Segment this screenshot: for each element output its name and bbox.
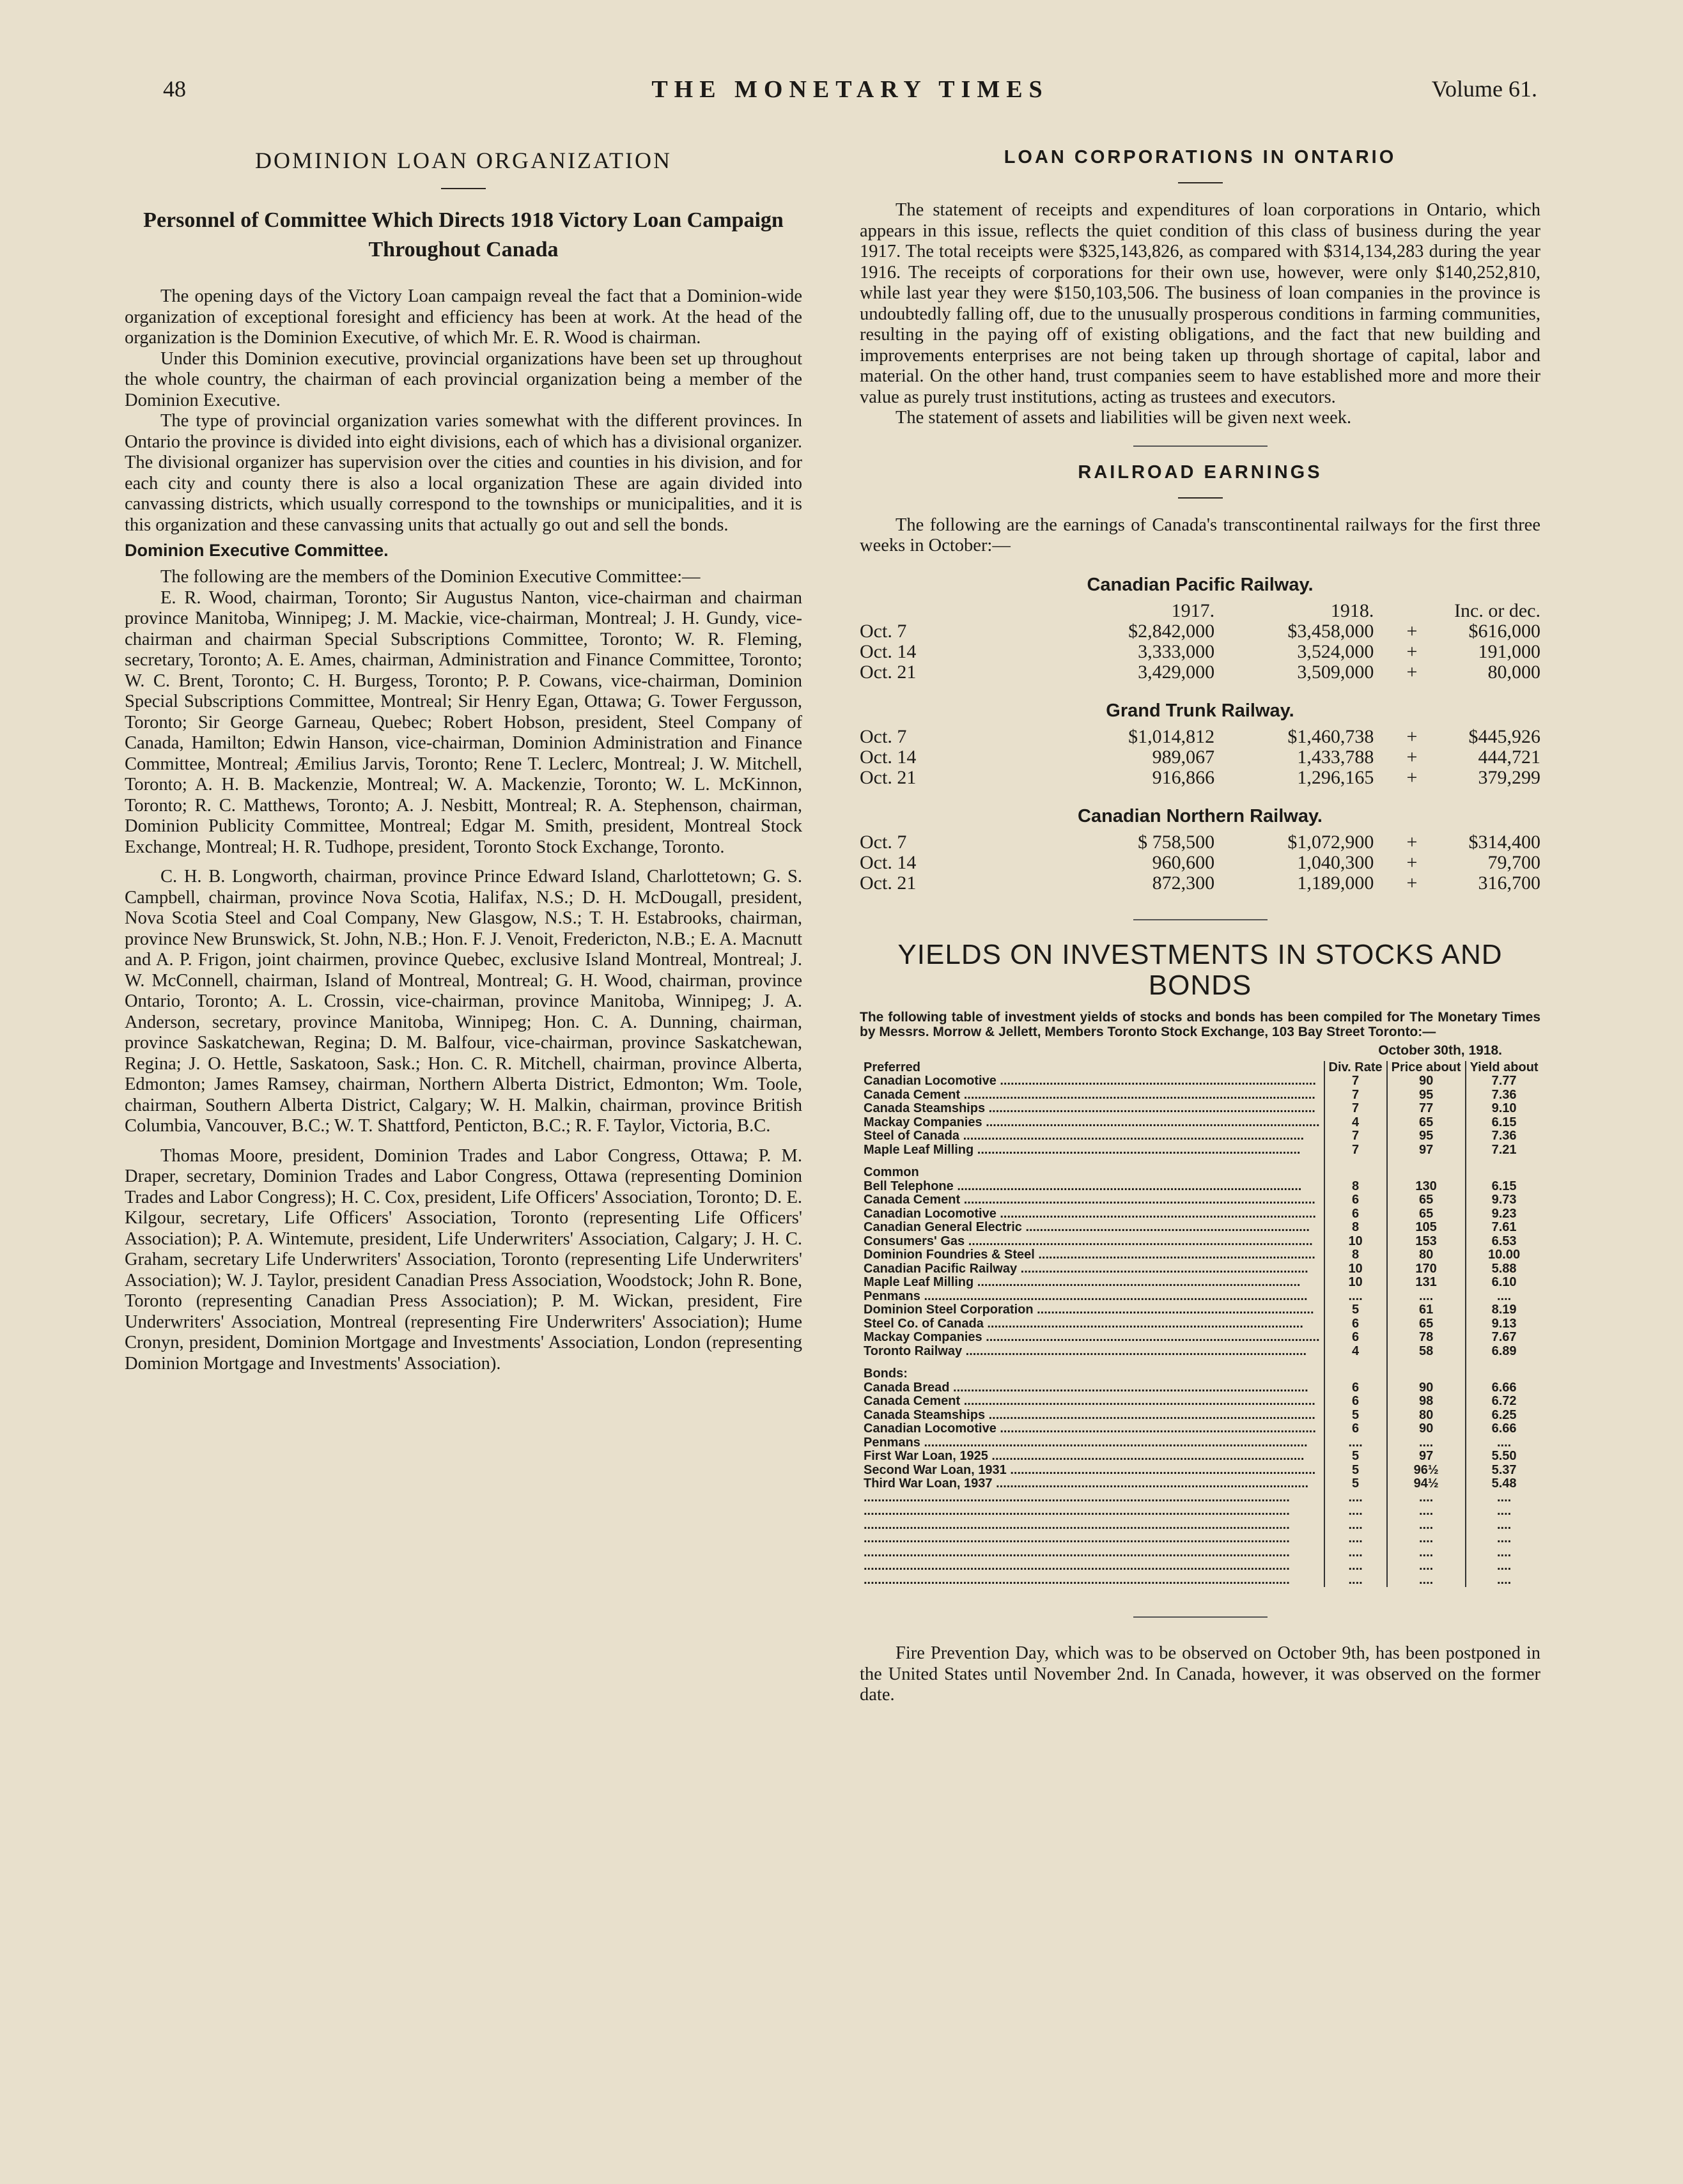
paragraph: Fire Prevention Day, which was to be observed on October 9th, has been postponed in the United States until November 2nd. In Canada, however, it was observed on the former date. (860, 1643, 1540, 1705)
empty-cell (1387, 1358, 1466, 1381)
table-row (860, 662, 1540, 683)
group-label: Bonds: (864, 1367, 908, 1381)
security-name: Toronto Railway ................................................................................................ (864, 1344, 1307, 1358)
table-row (860, 727, 1540, 747)
price-cell: 95 (1387, 1088, 1466, 1103)
masthead: THE MONETARY TIMES (651, 76, 1049, 103)
date-cell: Oct. 14 (860, 851, 917, 873)
table-row (860, 1560, 1542, 1574)
price-cell: 97 (1387, 1143, 1466, 1158)
price-cell: .... (1387, 1491, 1466, 1505)
div-rate-cell: 8 (1324, 1221, 1387, 1235)
table-row (860, 1422, 1542, 1436)
price-cell: 153 (1387, 1235, 1466, 1249)
date-cell: Oct. 14 (860, 640, 917, 662)
div-rate-cell: 8 (1324, 1180, 1387, 1194)
price-cell: 105 (1387, 1221, 1466, 1235)
paragraph: The statement of receipts and expenditures of loan corporations in Ontario, which appears in this issue, reflects the quiet condition of this class of business during the year 1917. The total receipts were $325,143,826, as compared with $314,134,283 during the year 1916. The receipts of corporations for their own use, however, were only $140,252,810, while last year they were $150,103,506. The business of loan companies in the province is undoubtedly falling off, due to the unusually prosperous conditions in farming communities, resulting in the paying off of existing obligations, and the fact that new building and improvements enterprises are not being taken up through shortage of capital, labor and material. On the other hand, trust companies seem to have established more and more their value as purely trust institutions, acting as trustees and executors. (860, 200, 1540, 407)
table-row (860, 747, 1540, 768)
value-cell: $1,072,900 (1287, 831, 1374, 853)
security-name: Canadian Pacific Railway ................................................................................. (864, 1262, 1308, 1276)
table-row (860, 1116, 1542, 1130)
security-name: ........................................................................................................................ (864, 1518, 1290, 1532)
page-header (163, 75, 1537, 114)
section-divider (1133, 1616, 1268, 1618)
value-cell: 960,600 (1152, 851, 1215, 873)
table-date: October 30th, 1918. (1378, 1042, 1502, 1058)
sign-cell: + (1406, 766, 1418, 788)
article-subhead: Personnel of Committee Which Directs 1918 Victory Loan Campaign Throughout Canada (143, 208, 784, 261)
empty-cell (1466, 1157, 1542, 1180)
sign-cell: + (1406, 851, 1418, 873)
value-cell: 1,189,000 (1297, 872, 1374, 894)
price-cell: 90 (1387, 1422, 1466, 1436)
div-rate-cell: 6 (1324, 1193, 1387, 1207)
yield-cell: 6.25 (1466, 1409, 1542, 1423)
sign-cell: + (1406, 831, 1418, 853)
table-row (860, 1143, 1542, 1158)
price-cell: 61 (1387, 1303, 1466, 1317)
sign-cell: + (1406, 725, 1418, 747)
railway-name: Canadian Northern Railway. (1078, 805, 1322, 826)
price-cell: 65 (1387, 1207, 1466, 1221)
yield-cell: .... (1466, 1574, 1542, 1588)
value-cell: 1,040,300 (1297, 851, 1374, 873)
table-row (860, 1436, 1542, 1450)
security-name: ........................................................................................................................ (864, 1532, 1290, 1545)
div-rate-cell: 8 (1324, 1248, 1387, 1262)
value-cell: $314,400 (1468, 831, 1540, 853)
value-cell: 316,700 (1478, 872, 1540, 894)
yield-cell: 6.89 (1466, 1345, 1542, 1359)
yield-cell: 7.36 (1466, 1088, 1542, 1103)
security-name: Penmans ............................................................................................................ (864, 1289, 1308, 1303)
price-cell: 80 (1387, 1409, 1466, 1423)
price-cell: .... (1387, 1505, 1466, 1519)
empty-cell (1466, 1358, 1542, 1381)
div-rate-cell: .... (1324, 1574, 1387, 1588)
yield-cell: 6.53 (1466, 1235, 1542, 1249)
section-divider (1133, 919, 1268, 920)
security-name: Canada Steamships ............................................................................................ (864, 1102, 1315, 1115)
volume-label: Volume 61. (1431, 76, 1537, 102)
div-rate-cell: 6 (1324, 1381, 1387, 1395)
price-cell: 170 (1387, 1262, 1466, 1276)
yield-cell: 5.50 (1466, 1450, 1542, 1464)
table-row (860, 1276, 1542, 1290)
security-name: ........................................................................................................................ (864, 1573, 1290, 1587)
yields-table (860, 1061, 1542, 1588)
security-name: Maple Leaf Milling ........................................................................................... (864, 1143, 1301, 1157)
security-name: Canadian Locomotive ......................................................................................... (864, 1422, 1316, 1436)
right-column (860, 141, 1540, 1706)
div-rate-cell: 5 (1324, 1303, 1387, 1317)
value-cell: $ 758,500 (1138, 831, 1215, 853)
date-cell: Oct. 7 (860, 831, 907, 853)
empty-cell (1387, 1157, 1466, 1180)
group-header-row (860, 1157, 1542, 1180)
date-cell: Oct. 21 (860, 872, 917, 894)
value-cell: 3,524,000 (1297, 640, 1374, 662)
date-cell: Oct. 7 (860, 725, 907, 747)
value-cell: 1,296,165 (1297, 766, 1374, 788)
table-row (860, 1235, 1542, 1249)
table-row (860, 1464, 1542, 1478)
yield-cell: 5.37 (1466, 1464, 1542, 1478)
table-row (860, 1574, 1542, 1588)
security-name: Steel Co. of Canada ......................................................................................... (864, 1317, 1303, 1331)
column-header: Div. Rate (1324, 1061, 1387, 1075)
page-number: 48 (163, 76, 186, 102)
security-name: Canada Cement ................................................................................................... (864, 1395, 1315, 1408)
table-intro: The following table of investment yields of stocks and bonds has been compiled for The Monetary Times by Messrs. Morrow & Jellett, Members Toronto Stock Exchange, 103 Bay Street Toronto:— (860, 1009, 1540, 1039)
group-header-row (860, 1358, 1542, 1381)
price-cell: .... (1387, 1532, 1466, 1546)
value-cell: 872,300 (1152, 872, 1215, 894)
price-cell: .... (1387, 1436, 1466, 1450)
yield-cell: 6.66 (1466, 1381, 1542, 1395)
value-cell: 444,721 (1478, 746, 1540, 768)
price-cell: 98 (1387, 1395, 1466, 1409)
table-row (860, 1491, 1542, 1505)
yield-cell: 5.48 (1466, 1477, 1542, 1491)
section-heading: Dominion Executive Committee. (125, 541, 389, 560)
sign-cell: + (1406, 661, 1418, 683)
security-name: Mackay Companies .............................................................................................. (864, 1331, 1320, 1344)
date-cell: Oct. 7 (860, 620, 907, 642)
article-title: DOMINION LOAN ORGANIZATION (255, 148, 672, 173)
table-row (860, 621, 1540, 642)
yield-cell: 7.36 (1466, 1129, 1542, 1143)
yield-cell: 5.88 (1466, 1262, 1542, 1276)
section-divider (1133, 445, 1268, 447)
railway-name: Grand Trunk Railway. (1106, 700, 1294, 721)
railway-table (860, 727, 1540, 788)
table-row (860, 1088, 1542, 1103)
price-cell: 130 (1387, 1180, 1466, 1194)
div-rate-cell: .... (1324, 1532, 1387, 1546)
yield-cell: .... (1466, 1532, 1542, 1546)
security-name: Third War Loan, 1937 ........................................................................................ (864, 1477, 1309, 1491)
table-row (860, 1290, 1542, 1304)
table-row (860, 1519, 1542, 1533)
paragraph: The following are the members of the Dominion Executive Committee:— (160, 567, 701, 587)
table-row (860, 1303, 1542, 1317)
article-title: YIELDS ON INVESTMENTS IN STOCKS AND BONDS (897, 938, 1503, 1001)
table-row (860, 1477, 1542, 1491)
table-row (860, 1395, 1542, 1409)
div-rate-cell: 6 (1324, 1422, 1387, 1436)
date-cell: Oct. 21 (860, 766, 917, 788)
yield-cell: 7.21 (1466, 1143, 1542, 1158)
div-rate-cell: .... (1324, 1546, 1387, 1560)
security-name: ........................................................................................................................ (864, 1560, 1290, 1573)
div-rate-cell: 10 (1324, 1276, 1387, 1290)
security-name: Dominion Steel Corporation .............................................................................. (864, 1303, 1314, 1317)
div-rate-cell: 7 (1324, 1102, 1387, 1116)
security-name: Canadian Locomotive ......................................................................................... (864, 1074, 1316, 1088)
railway-table (860, 601, 1540, 683)
table-row (860, 1221, 1542, 1235)
table-row (860, 1331, 1542, 1345)
table-row (860, 1248, 1542, 1262)
price-cell: 80 (1387, 1248, 1466, 1262)
price-cell: .... (1387, 1519, 1466, 1533)
table-row (860, 832, 1540, 853)
price-cell: 95 (1387, 1129, 1466, 1143)
price-cell: 90 (1387, 1074, 1466, 1088)
price-cell: .... (1387, 1290, 1466, 1304)
div-rate-cell: 5 (1324, 1409, 1387, 1423)
yield-cell: 7.67 (1466, 1331, 1542, 1345)
price-cell: 94½ (1387, 1477, 1466, 1491)
title-rule (441, 188, 486, 189)
paragraph: E. R. Wood, chairman, Toronto; Sir Augustus Nanton, vice-chairman and chairman province Manitoba, Winnipeg; J. M. Mackie, vice-chairman, Montreal; J. H. Gundy, vice-chairman and chairman Special Subscriptions Committee, Toronto; W. R. Fleming, secretary, Toronto; A. E. Ames, chairman, Administration and Finance Committee, Toronto; W. C. Brent, Toronto; C. H. Burgess, Toronto; P. P. Cowans, vice-chairman, Dominion Special Subscriptions Committee, Montreal; Sir Henry Egan, Ottawa; G. Tower Fergusson, Toronto; Sir George Garneau, Quebec; Robert Hobson, president, Steel Company of Canada, Hamilton; Edwin Hanson, vice-chairman, Dominion Administration and Finance Committee, Montreal; Æmilius Jarvis, Toronto; Rene T. Leclerc, Montreal; J. W. Mitchell, Toronto; A. H. B. Mackenzie, Montreal; W. A. Mackenzie, Toronto; W. L. McKinnon, Toronto; R. C. Matthews, Toronto; A. J. Nesbitt, Montreal; R. A. Stephenson, chairman, Dominion Publicity Committee, Montreal; Edgar M. Smith, president, Montreal Stock Exchange, Montreal; H. R. Tudhope, president, Toronto Stock Exchange, Toronto. (125, 587, 802, 857)
yield-cell: 6.72 (1466, 1395, 1542, 1409)
value-cell: $3,458,000 (1287, 620, 1374, 642)
table-row (860, 1505, 1542, 1519)
yield-cell: 9.13 (1466, 1317, 1542, 1331)
security-name: Consumers' Gas ................................................................................................. (864, 1234, 1313, 1248)
table-row (860, 1317, 1542, 1331)
table-row (860, 1532, 1542, 1546)
value-cell: 3,333,000 (1138, 640, 1215, 662)
yield-cell: .... (1466, 1290, 1542, 1304)
yield-cell: 9.10 (1466, 1102, 1542, 1116)
price-cell: 97 (1387, 1450, 1466, 1464)
value-cell: $1,460,738 (1287, 725, 1374, 747)
date-cell: Oct. 21 (860, 661, 917, 683)
price-cell: 77 (1387, 1102, 1466, 1116)
div-rate-cell: .... (1324, 1519, 1387, 1533)
date-cell: Oct. 14 (860, 746, 917, 768)
sign-cell: + (1406, 640, 1418, 662)
div-rate-cell: 6 (1324, 1317, 1387, 1331)
yield-cell: 9.73 (1466, 1193, 1542, 1207)
security-name: Canada Cement ................................................................................................... (864, 1088, 1315, 1102)
security-name: Canadian General Electric ................................................................................ (864, 1221, 1310, 1234)
table-row (860, 1102, 1542, 1116)
security-name: Penmans ............................................................................................................ (864, 1436, 1308, 1450)
left-column (125, 141, 802, 1374)
yield-cell: 6.15 (1466, 1116, 1542, 1130)
value-cell: 379,299 (1478, 766, 1540, 788)
div-rate-cell: 6 (1324, 1331, 1387, 1345)
value-cell: $616,000 (1468, 620, 1540, 642)
security-name: Bell Telephone ................................................................................................. (864, 1179, 1302, 1193)
div-rate-cell: 10 (1324, 1262, 1387, 1276)
div-rate-cell: .... (1324, 1290, 1387, 1304)
price-cell: 58 (1387, 1345, 1466, 1359)
div-rate-cell: .... (1324, 1505, 1387, 1519)
value-cell: 79,700 (1487, 851, 1540, 873)
table-row (860, 642, 1540, 662)
column-header: 1917. (1171, 600, 1215, 621)
railway-table (860, 832, 1540, 894)
title-rule (1178, 497, 1223, 499)
paragraph: Thomas Moore, president, Dominion Trades and Labor Congress, Ottawa; P. M. Draper, secretary, Dominion Trades and Labor Congress, Ottawa (representing Dominion Trades and Labor Congress); H. C. Cox, president, Life Officers' Association, Toronto; D. E. Kilgour, secretary, Life Officers' Association, Toronto (representing Life Officers' Association); P. A. Wintemute, president, Life Underwriters' Association, Calgary; J. H. C. Graham, secretary Life Underwriters' Association, Toronto (representing Life Underwriters' Association); W. J. Taylor, president Canadian Press Association, Woodstock; John R. Bone, Toronto (representing Canadian Press Association); P. M. Wickan, president, Fire Underwriters' Association, Montreal (representing Fire Underwriters' Association); Hume Cronyn, president, Dominion Mortgage and Investments' Association, London (representing Dominion Mortgage and Investments' Association). (125, 1145, 802, 1374)
value-cell: 3,509,000 (1297, 661, 1374, 683)
table-row (860, 1345, 1542, 1359)
paragraph: C. H. B. Longworth, chairman, province Prince Edward Island, Charlottetown; G. S. Campbell, chairman, province Nova Scotia, Halifax, N.S.; D. H. McDougall, president, Nova Scotia Steel and Coal Company, New Glasgow, N.S.; T. H. Estabrooks, chairman, province New Brunswick, St. John, N.B.; Hon. F. J. Venoit, Fredericton, N.B.; E. A. Macnutt and A. P. Frigon, joint chairmen, province Quebec, exclusive Island Montreal, Montreal; J. W. McConnell, chairman, Island of Montreal, Montreal; G. H. Wood, chairman, province Ontario, Toronto; A. L. Crossin, vice-chairman, province Manitoba, Winnipeg; J. A. Anderson, secretary, province Manitoba, Winnipeg; Hon. C. A. Dunning, chairman, province Saskatchewan, Regina; D. M. Balfour, vice-chairman, province Saskatchewan, Regina; J. O. Hettle, Saskatoon, Sask.; Hon. C. R. Mitchell, chairman, province Alberta, Edmonton; James Ramsey, chairman, Northern Alberta District, Edmonton; Wm. Toole, chairman, Southern Alberta District, Calgary; W. H. Malkin, chairman, province British Columbia, Vancouver, B.C.; W. T. Shattford, Penticton, B.C.; R. F. Taylor, Victoria, B.C. (125, 867, 802, 1136)
value-cell: $445,926 (1468, 725, 1540, 747)
table-header-row (860, 1061, 1542, 1075)
yield-cell: 6.66 (1466, 1422, 1542, 1436)
group-label: Common (864, 1165, 919, 1179)
yield-cell: 7.61 (1466, 1221, 1542, 1235)
price-cell: 96½ (1387, 1464, 1466, 1478)
value-cell: 3,429,000 (1138, 661, 1215, 683)
security-name: First War Loan, 1925 ........................................................................................ (864, 1450, 1305, 1463)
div-rate-cell: 4 (1324, 1345, 1387, 1359)
div-rate-cell: 7 (1324, 1088, 1387, 1103)
paragraph: The statement of assets and liabilities will be given next week. (896, 408, 1352, 428)
div-rate-cell: 5 (1324, 1464, 1387, 1478)
price-cell: 78 (1387, 1331, 1466, 1345)
article-title: LOAN CORPORATIONS IN ONTARIO (1004, 147, 1397, 167)
value-cell: $2,842,000 (1128, 620, 1215, 642)
yield-cell: 7.77 (1466, 1074, 1542, 1088)
table-row (860, 1207, 1542, 1221)
column-header: Price about (1387, 1061, 1466, 1075)
table-row (860, 1180, 1542, 1194)
div-rate-cell: 6 (1324, 1207, 1387, 1221)
paragraph: The opening days of the Victory Loan campaign reveal the fact that a Dominion-wide organization of exceptional foresight and efficiency has been at work. At the head of the organization is the Dominion Executive, of which Mr. E. R. Wood is chairman. (125, 286, 802, 348)
security-name: ........................................................................................................................ (864, 1545, 1290, 1560)
table-row (860, 1262, 1542, 1276)
empty-cell (1324, 1358, 1387, 1381)
value-cell: 916,866 (1152, 766, 1215, 788)
security-name: ........................................................................................................................ (864, 1491, 1290, 1505)
price-cell: .... (1387, 1546, 1466, 1560)
yield-cell: .... (1466, 1519, 1542, 1533)
sign-cell: + (1406, 620, 1418, 642)
yield-cell: 8.19 (1466, 1303, 1542, 1317)
empty-cell (1324, 1157, 1387, 1180)
security-name: Canada Cement ................................................................................................... (864, 1193, 1315, 1207)
div-rate-cell: 7 (1324, 1143, 1387, 1158)
div-rate-cell: 5 (1324, 1477, 1387, 1491)
table-row (860, 1074, 1542, 1088)
div-rate-cell: .... (1324, 1491, 1387, 1505)
security-name: Canada Steamships ............................................................................................ (864, 1408, 1315, 1422)
table-row (860, 853, 1540, 873)
railway-name: Canadian Pacific Railway. (1087, 574, 1314, 595)
table-row (860, 768, 1540, 788)
table-row (860, 1450, 1542, 1464)
paragraph: The type of provincial organization varies somewhat with the different provinces. In Ontario the province is divided into eight divisions, each of which has a divisional organizer. The divisional organizer has supervision over the cities and counties in his division, and for each city and county there is also a local organization These are again divided into canvassing districts, which usually correspond to the townships or municipalities, and it is this organization and these canvassing units that actually go out and sell the bonds. (125, 411, 802, 535)
column-header: Inc. or dec. (1454, 600, 1540, 621)
price-cell: .... (1387, 1560, 1466, 1574)
div-rate-cell: 6 (1324, 1395, 1387, 1409)
sign-cell: + (1406, 872, 1418, 894)
railway-earnings-table (860, 575, 1540, 894)
price-cell: 131 (1387, 1276, 1466, 1290)
value-cell: 80,000 (1487, 661, 1540, 683)
title-rule (1178, 182, 1223, 183)
yield-cell: .... (1466, 1546, 1542, 1560)
div-rate-cell: 4 (1324, 1116, 1387, 1130)
security-name: Maple Leaf Milling ........................................................................................... (864, 1276, 1301, 1289)
security-name: Second War Loan, 1931 ...................................................................................... (864, 1463, 1316, 1477)
paragraph: The following are the earnings of Canada's transcontinental railways for the first three weeks in October:— (860, 515, 1540, 555)
div-rate-cell: 5 (1324, 1450, 1387, 1464)
column-header: 1918. (1330, 600, 1374, 621)
price-cell: 65 (1387, 1116, 1466, 1130)
price-cell: 65 (1387, 1317, 1466, 1331)
price-cell: .... (1387, 1574, 1466, 1588)
security-name: ........................................................................................................................ (864, 1505, 1290, 1518)
security-name: Steel of Canada ................................................................................................ (864, 1129, 1305, 1143)
article-title: RAILROAD EARNINGS (1078, 461, 1322, 483)
yield-cell: 10.00 (1466, 1248, 1542, 1262)
table-row (860, 1546, 1542, 1560)
security-name: Mackay Companies .............................................................................................. (864, 1115, 1320, 1129)
security-name: Canadian Locomotive ......................................................................................... (864, 1207, 1316, 1221)
yield-cell: .... (1466, 1560, 1542, 1574)
price-cell: 65 (1387, 1193, 1466, 1207)
security-name: Canada Bread .................................................................................................... (864, 1381, 1308, 1395)
yield-cell: 6.15 (1466, 1180, 1542, 1194)
security-name: Dominion Foundries & Steel .............................................................................. (864, 1248, 1315, 1262)
table-header-row (860, 601, 1540, 621)
paragraph: Under this Dominion executive, provincial organizations have been set up throughout the whole country, the chairman of each provincial organization being a member of the Dominion Executive. (125, 348, 802, 410)
yield-cell: 9.23 (1466, 1207, 1542, 1221)
sign-cell: + (1406, 746, 1418, 768)
div-rate-cell: 7 (1324, 1074, 1387, 1088)
value-cell: $1,014,812 (1128, 725, 1215, 747)
div-rate-cell: .... (1324, 1436, 1387, 1450)
table-row (860, 1409, 1542, 1423)
value-cell: 1,433,788 (1297, 746, 1374, 768)
group-label: Preferred (864, 1060, 920, 1074)
price-cell: 90 (1387, 1381, 1466, 1395)
yield-cell: .... (1466, 1436, 1542, 1450)
div-rate-cell: .... (1324, 1560, 1387, 1574)
value-cell: 989,067 (1152, 746, 1215, 768)
column-header: Yield about (1466, 1061, 1542, 1075)
table-row (860, 873, 1540, 894)
table-row (860, 1193, 1542, 1207)
div-rate-cell: 10 (1324, 1235, 1387, 1249)
table-row (860, 1129, 1542, 1143)
yield-cell: 6.10 (1466, 1276, 1542, 1290)
table-row (860, 1381, 1542, 1395)
yield-cell: .... (1466, 1505, 1542, 1519)
value-cell: 191,000 (1478, 640, 1540, 662)
yield-cell: .... (1466, 1491, 1542, 1505)
div-rate-cell: 7 (1324, 1129, 1387, 1143)
